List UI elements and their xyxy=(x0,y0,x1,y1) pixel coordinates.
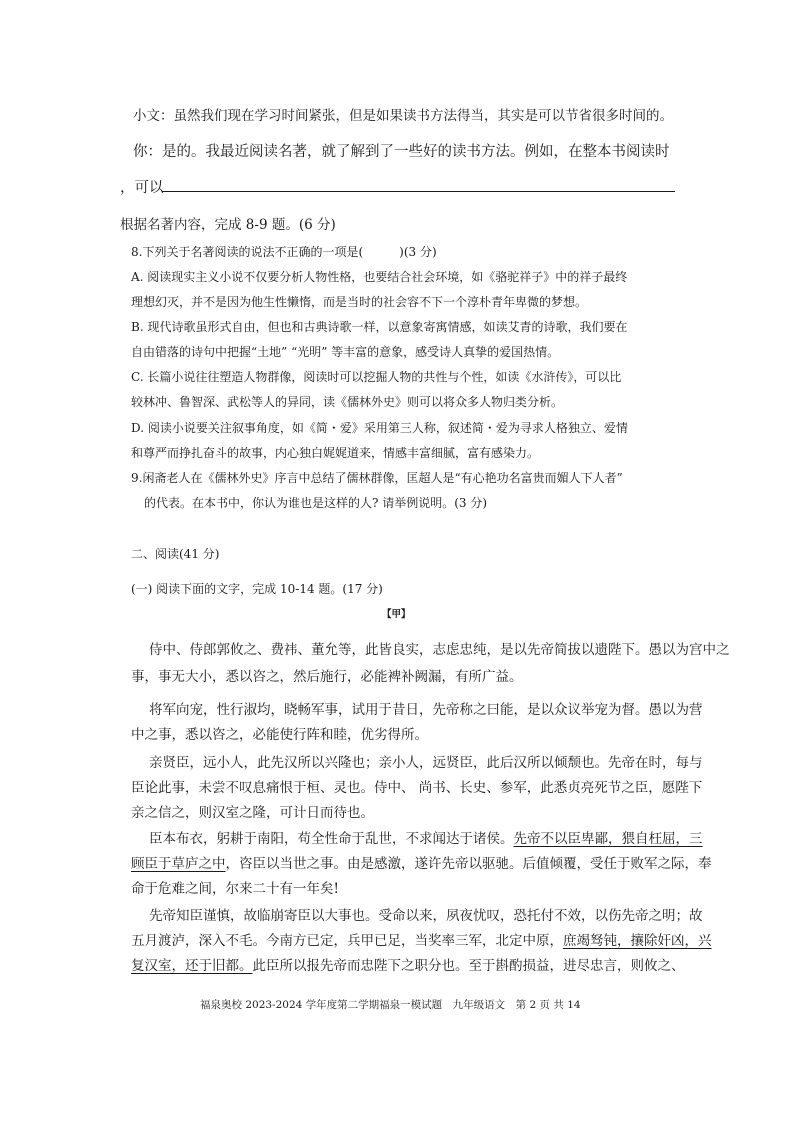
section-two-subheading: (一) 阅读下面的文字，完成 10-14 题。(17 分) xyxy=(131,582,383,596)
section-two-heading: 二、阅读(41 分) xyxy=(131,547,220,561)
passage-p3-line1: 亲贤臣，远小人，此先汉所以兴隆也；亲小人，远贤臣，此后汉所以倾颓也。先帝在时，每与 xyxy=(149,755,703,771)
dialogue-you-line1: 你：是的。我最近阅读名著，就了解到了一些好的读书方法。例如，在整本书阅读时 xyxy=(133,144,670,160)
passage-p4-line1 xyxy=(149,827,703,847)
passage-p4-line2-text: ，咨臣以当世之事。由是感激，遂许先帝以驱驰。后值倾覆，受任于败军之际，奉 xyxy=(225,856,712,872)
passage-p2-line1: 将军向宠，性行淑均，晓畅军事，试用于昔日，先帝称之曰能，是以众议举宠为督。愚以为营 xyxy=(149,702,703,718)
passage-p4-line1-text: 臣本布衣，躬耕于南阳，苟全性命于乱世，不求闻达于诸侯。 xyxy=(149,831,514,847)
q9-line2: 的代表。在本书中，你认为谁也是这样的人? 请举例说明。(3 分) xyxy=(144,496,488,510)
passage-p5-underlined-2: 复汉室，还于旧都。 xyxy=(131,958,253,974)
q8-option-b-line2: 自由错落的诗句中把握“土地” “光明” 等丰富的意象，感受诗人真挚的爱国热情。 xyxy=(131,345,560,359)
passage-p4-line2 xyxy=(131,852,712,872)
q8-option-c-line1: C. 长篇小说往往塑造人物群像，阅读时可以挖掘人物的共性与个性，如读《水浒传》，可以比 xyxy=(131,370,622,384)
passage-p1-line1: 侍中、侍郎郭攸之、费祎、董允等，此皆良实，志虑忠纯，是以先帝简拔以遗陛下。愚以为宫中之 xyxy=(149,642,730,658)
passage-p5-line3-text: 此臣所以报先帝而忠陛下之职分也。至于斟酌损益，进尽忠言，则攸之、 xyxy=(252,958,685,974)
q8-option-a-line2: 理想幻灭，并不是因为他生性懒惰，而是当时的社会容不下一个淳朴青年卑微的梦想。 xyxy=(131,295,588,309)
passage-p3-line2: 臣论此事，未尝不叹息痛恨于桓、灵也。侍中、 尚书、长史、参军，此悉贞亮死节之臣，愿陛下 xyxy=(131,780,703,796)
passage-p5-line3 xyxy=(131,954,685,974)
passage-p4-line3: 命于危难之间，尔来二十有一年矣! xyxy=(131,881,339,897)
q8-option-b-line1: B. 现代诗歌虽形式自由，但也和古典诗歌一样，以意象寄寓情感，如读艾青的诗歌，我们要在 xyxy=(131,320,628,334)
passage-p2-line2: 中之事，悉以咨之，必能使行阵和睦，优劣得所。 xyxy=(131,727,428,743)
q8-stem: 8.下列关于名著阅读的说法不正确的一项是( )(3 分) xyxy=(131,245,437,259)
passage-p3-line3: 亲之信之，则汉室之隆，可计日而待也。 xyxy=(131,805,374,821)
passage-p5-line2-text: 五月渡泸，深入不毛。今南方已定，兵甲已足，当奖率三军，北定中原， xyxy=(131,933,563,949)
page-footer: 福泉奥校 2023-2024 学年度第二学期福泉一模试题 九年级语文 第 2 页 共 14 xyxy=(200,999,581,1011)
passage-p1-line2: 事，事无大小，悉以咨之，然后施行，必能裨补阙漏，有所广益。 xyxy=(131,669,523,685)
passage-jia-label: 【甲】 xyxy=(382,609,411,620)
passage-p4-underlined-1: 先帝不以臣卑鄙，猥自枉屈，三 xyxy=(513,831,703,847)
mingzhu-intro: 根据名著内容，完成 8-9 题。(6 分) xyxy=(120,217,336,233)
dialogue-xiaowen: 小文：虽然我们现在学习时间紧张，但是如果读书方法得当，其实是可以节省很多时间的。 xyxy=(133,108,673,124)
passage-p5-line1: 先帝知臣谨慎，故临崩寄臣以大事也。受命以来，夙夜忧叹，恐托付不效，以伤先帝之明；故 xyxy=(149,908,703,924)
passage-p5-underlined-1: 庶竭驽钝，攘除奸凶，兴 xyxy=(563,933,712,949)
q8-option-d-line1: D. 阅读小说要关注叙事角度，如《简・爱》采用第三人称，叙述简・爱为寻求人格独立、爱情 xyxy=(131,421,628,435)
q8-option-d-line2: 和尊严而挣扎奋斗的故事，内心独白娓娓道来，情感丰富细腻，富有感染力。 xyxy=(131,446,540,460)
q8-option-c-line2: 较林冲、鲁智深、武松等人的异同，读《儒林外史》则可以将众多人物归类分析。 xyxy=(131,395,564,409)
q8-option-a-line1: A. 阅读现实主义小说不仅要分析人物性格，也要结合社会环境，如《骆驼祥子》中的祥子最终 xyxy=(131,270,628,284)
passage-p5-line2 xyxy=(131,929,712,949)
passage-p4-underlined-2: 顾臣于草庐之中 xyxy=(131,856,226,872)
q9-line1: 9.闲斋老人在《儒林外史》序言中总结了儒林群像，匡超人是“有心艳功名富贵而媚人下人者” xyxy=(131,471,623,485)
dialogue-you-line2: ，可以 xyxy=(120,180,164,196)
answer-blank-line[interactable] xyxy=(162,191,675,192)
